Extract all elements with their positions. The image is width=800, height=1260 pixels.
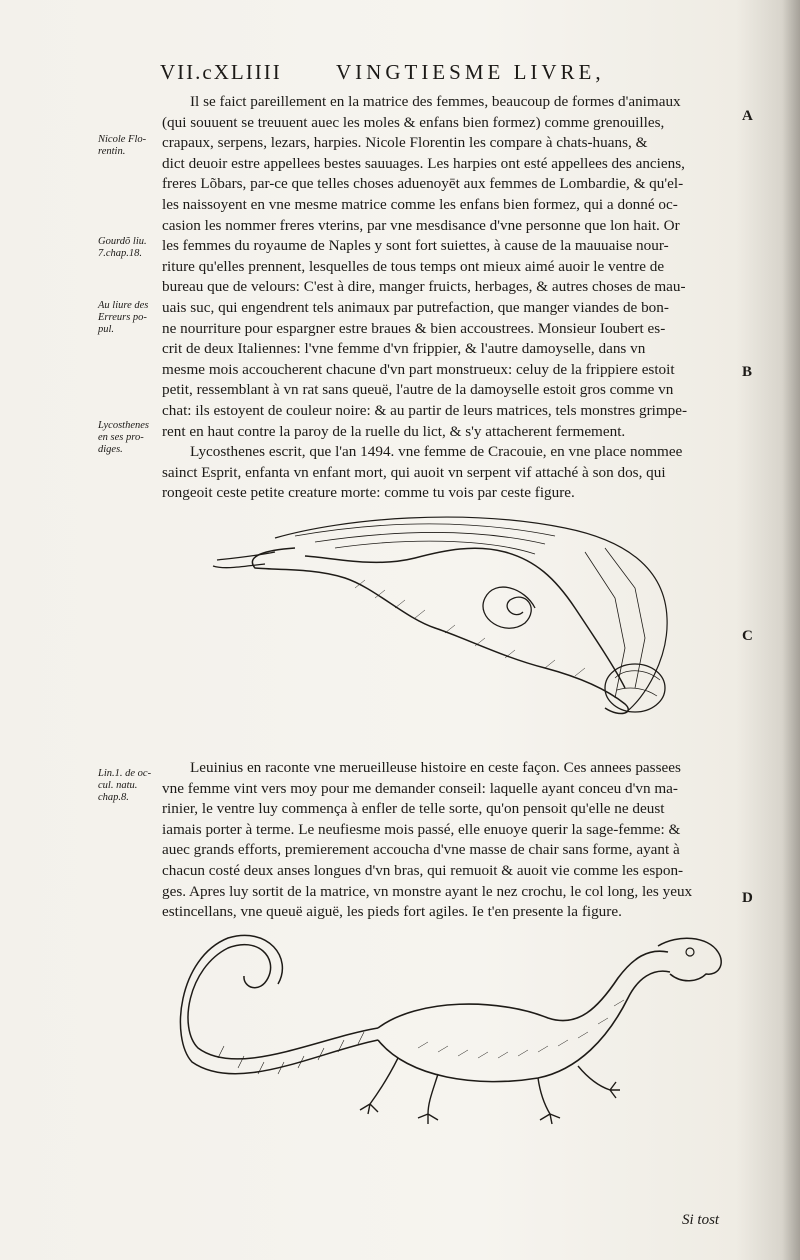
section-letter-a: A <box>742 108 753 124</box>
woodcut-monster-long-neck <box>178 928 728 1128</box>
page-gutter-shadow <box>782 0 800 1260</box>
margin-note-line: diges. <box>98 444 123 455</box>
text-line: freres Lõbars, par-ce que telles choses aduenoyēt aux femmes de Lombardie, & qu'el- <box>162 175 684 193</box>
text-line: crit de deux Italiennes: l'vne femme d'vn frippier, & l'autre damoyselle, dans vn <box>162 340 646 358</box>
paragraph-harpies <box>162 92 740 442</box>
text-line: estincellans, vne queuë aiguë, les pieds fort agiles. Ie t'en presente la figure. <box>162 903 622 921</box>
margin-note-nicole-florentin <box>98 134 162 158</box>
text-line: riture qu'elles prennent, lesquelles de tous temps ont mieux aimé auoir le ventre de <box>162 257 665 275</box>
text-line: rongeoit ceste petite creature morte: comme tu vois par ceste figure. <box>162 484 575 502</box>
margin-note-lin-occul-natu <box>98 768 162 804</box>
paragraph-leuinius <box>162 758 740 923</box>
text-line: iamais porter à terme. Le neufiesme mois passé, elle enuoye querir la sage-femme: & <box>162 820 681 838</box>
section-letter-b: B <box>742 364 753 380</box>
margin-note-line: chap.8. <box>98 792 129 803</box>
section-letter-c: C <box>742 628 753 644</box>
margin-note-line: Nicole Flo- <box>98 134 147 145</box>
folio-number: VII.cXLIIII <box>160 60 282 84</box>
text-line: mesme mois accoucherent chacune d'vn part monstrueux: celuy de la frippiere estoit <box>162 360 675 378</box>
text-line: Lycosthenes escrit, que l'an 1494. vne femme de Cracouie, en vne place nommee <box>190 443 683 460</box>
catchword: Si tost <box>682 1212 720 1228</box>
margin-note-line: Au liure des <box>98 300 149 311</box>
text-line: chacun costé deux anses longues d'vn bras, qui remuoit & auoit vie comme les espon- <box>162 861 684 879</box>
text-line: (qui souuent se treuuent auec les moles & enfans bien formez) comme grenouilles, <box>162 113 665 131</box>
text-line: uais suc, qui engendrent tels animaux par putrefaction, que manger viandes de bon- <box>162 298 669 316</box>
text-line: les femmes du royaume de Naples y sont fort suiettes, à cause de la mauuaise nour- <box>162 237 669 255</box>
text-line: casion les nommer freres vterins, par vne mesdisance d'vne personne que lon hait. Or <box>162 216 680 234</box>
text-line: ges. Apres luy sortit de la matrice, vn monstre ayant le nez crochu, le col long, les yeux <box>162 882 693 900</box>
text-line: rinier, le ventre luy commença à enfler de telle sorte, qu'on pensoit qu'elle ne deust <box>162 800 665 818</box>
margin-note-line: rentin. <box>98 146 126 157</box>
margin-note-line: Gourdõ liu. <box>98 236 147 247</box>
text-line: rent en haut contre la paroy de la ruelle du lict, & s'y attacherent fermement. <box>162 422 626 440</box>
margin-note-erreurs-popul <box>98 300 162 336</box>
woodcut-child-with-serpent <box>205 508 675 718</box>
text-line: dict deuoir estre appellees bestes sauuages. Les harpies ont esté appellees des anciens, <box>162 154 685 172</box>
text-line: ne nourriture pour espargner estre braues & bien accoustrees. Monsieur Ioubert es- <box>162 319 666 337</box>
text-line: Il se faict pareillement en la matrice des femmes, beaucoup de formes d'animaux <box>190 93 681 110</box>
text-line: petit, ressemblant à vn rat sans queuë, l'autre de la damoyselle estoit gros comme vn <box>162 381 674 399</box>
margin-note-line: Lin.1. de oc- <box>98 768 152 779</box>
text-line: auec grands efforts, premierement accoucha d'vne masse de chair sans forme, ayant à <box>162 841 680 859</box>
text-line: sainct Esprit, enfanta vn enfant mort, qui auoit vn serpent vif attaché à son dos, qui <box>162 463 666 481</box>
text-line: Leuinius en raconte vne merueilleuse histoire en ceste façon. Ces annees passees <box>190 759 681 776</box>
margin-note-line: 7.chap.18. <box>98 248 143 259</box>
margin-note-line: pul. <box>98 324 115 335</box>
text-line: crapaux, serpens, lezars, harpies. Nicole Florentin les compare à chats-huans, & <box>162 134 648 152</box>
margin-note-line: en ses pro- <box>98 432 144 443</box>
section-letter-d: D <box>742 890 753 906</box>
margin-note-line: Lycosthenes <box>98 420 150 431</box>
margin-note-lycosthenes <box>98 420 162 456</box>
text-line: les naissoyent en vne mesme matrice comme les enfans bien formez, qui a donné oc- <box>162 195 678 213</box>
text-line: chat: ils estoyent de couleur noire: & au partir de leurs matrices, tels monstres grimpe- <box>162 401 688 419</box>
margin-note-line: cul. natu. <box>98 780 138 791</box>
book-title: VINGTIESME LIVRE, <box>336 60 605 84</box>
margin-note-gourdon <box>98 236 162 260</box>
woodcut-child-with-serpent-icon <box>205 508 675 718</box>
text-line: bureau que de velours: C'est à dire, manger fruicts, herbages, & autres choses de mau- <box>162 278 686 296</box>
margin-note-line: Erreurs po- <box>98 312 147 323</box>
paragraph-lycosthenes <box>162 442 740 504</box>
woodcut-monster-long-neck-icon <box>178 928 728 1128</box>
text-line: vne femme vint vers moy pour me demander conseil: laquelle ayant conceu d'vn ma- <box>162 779 678 797</box>
